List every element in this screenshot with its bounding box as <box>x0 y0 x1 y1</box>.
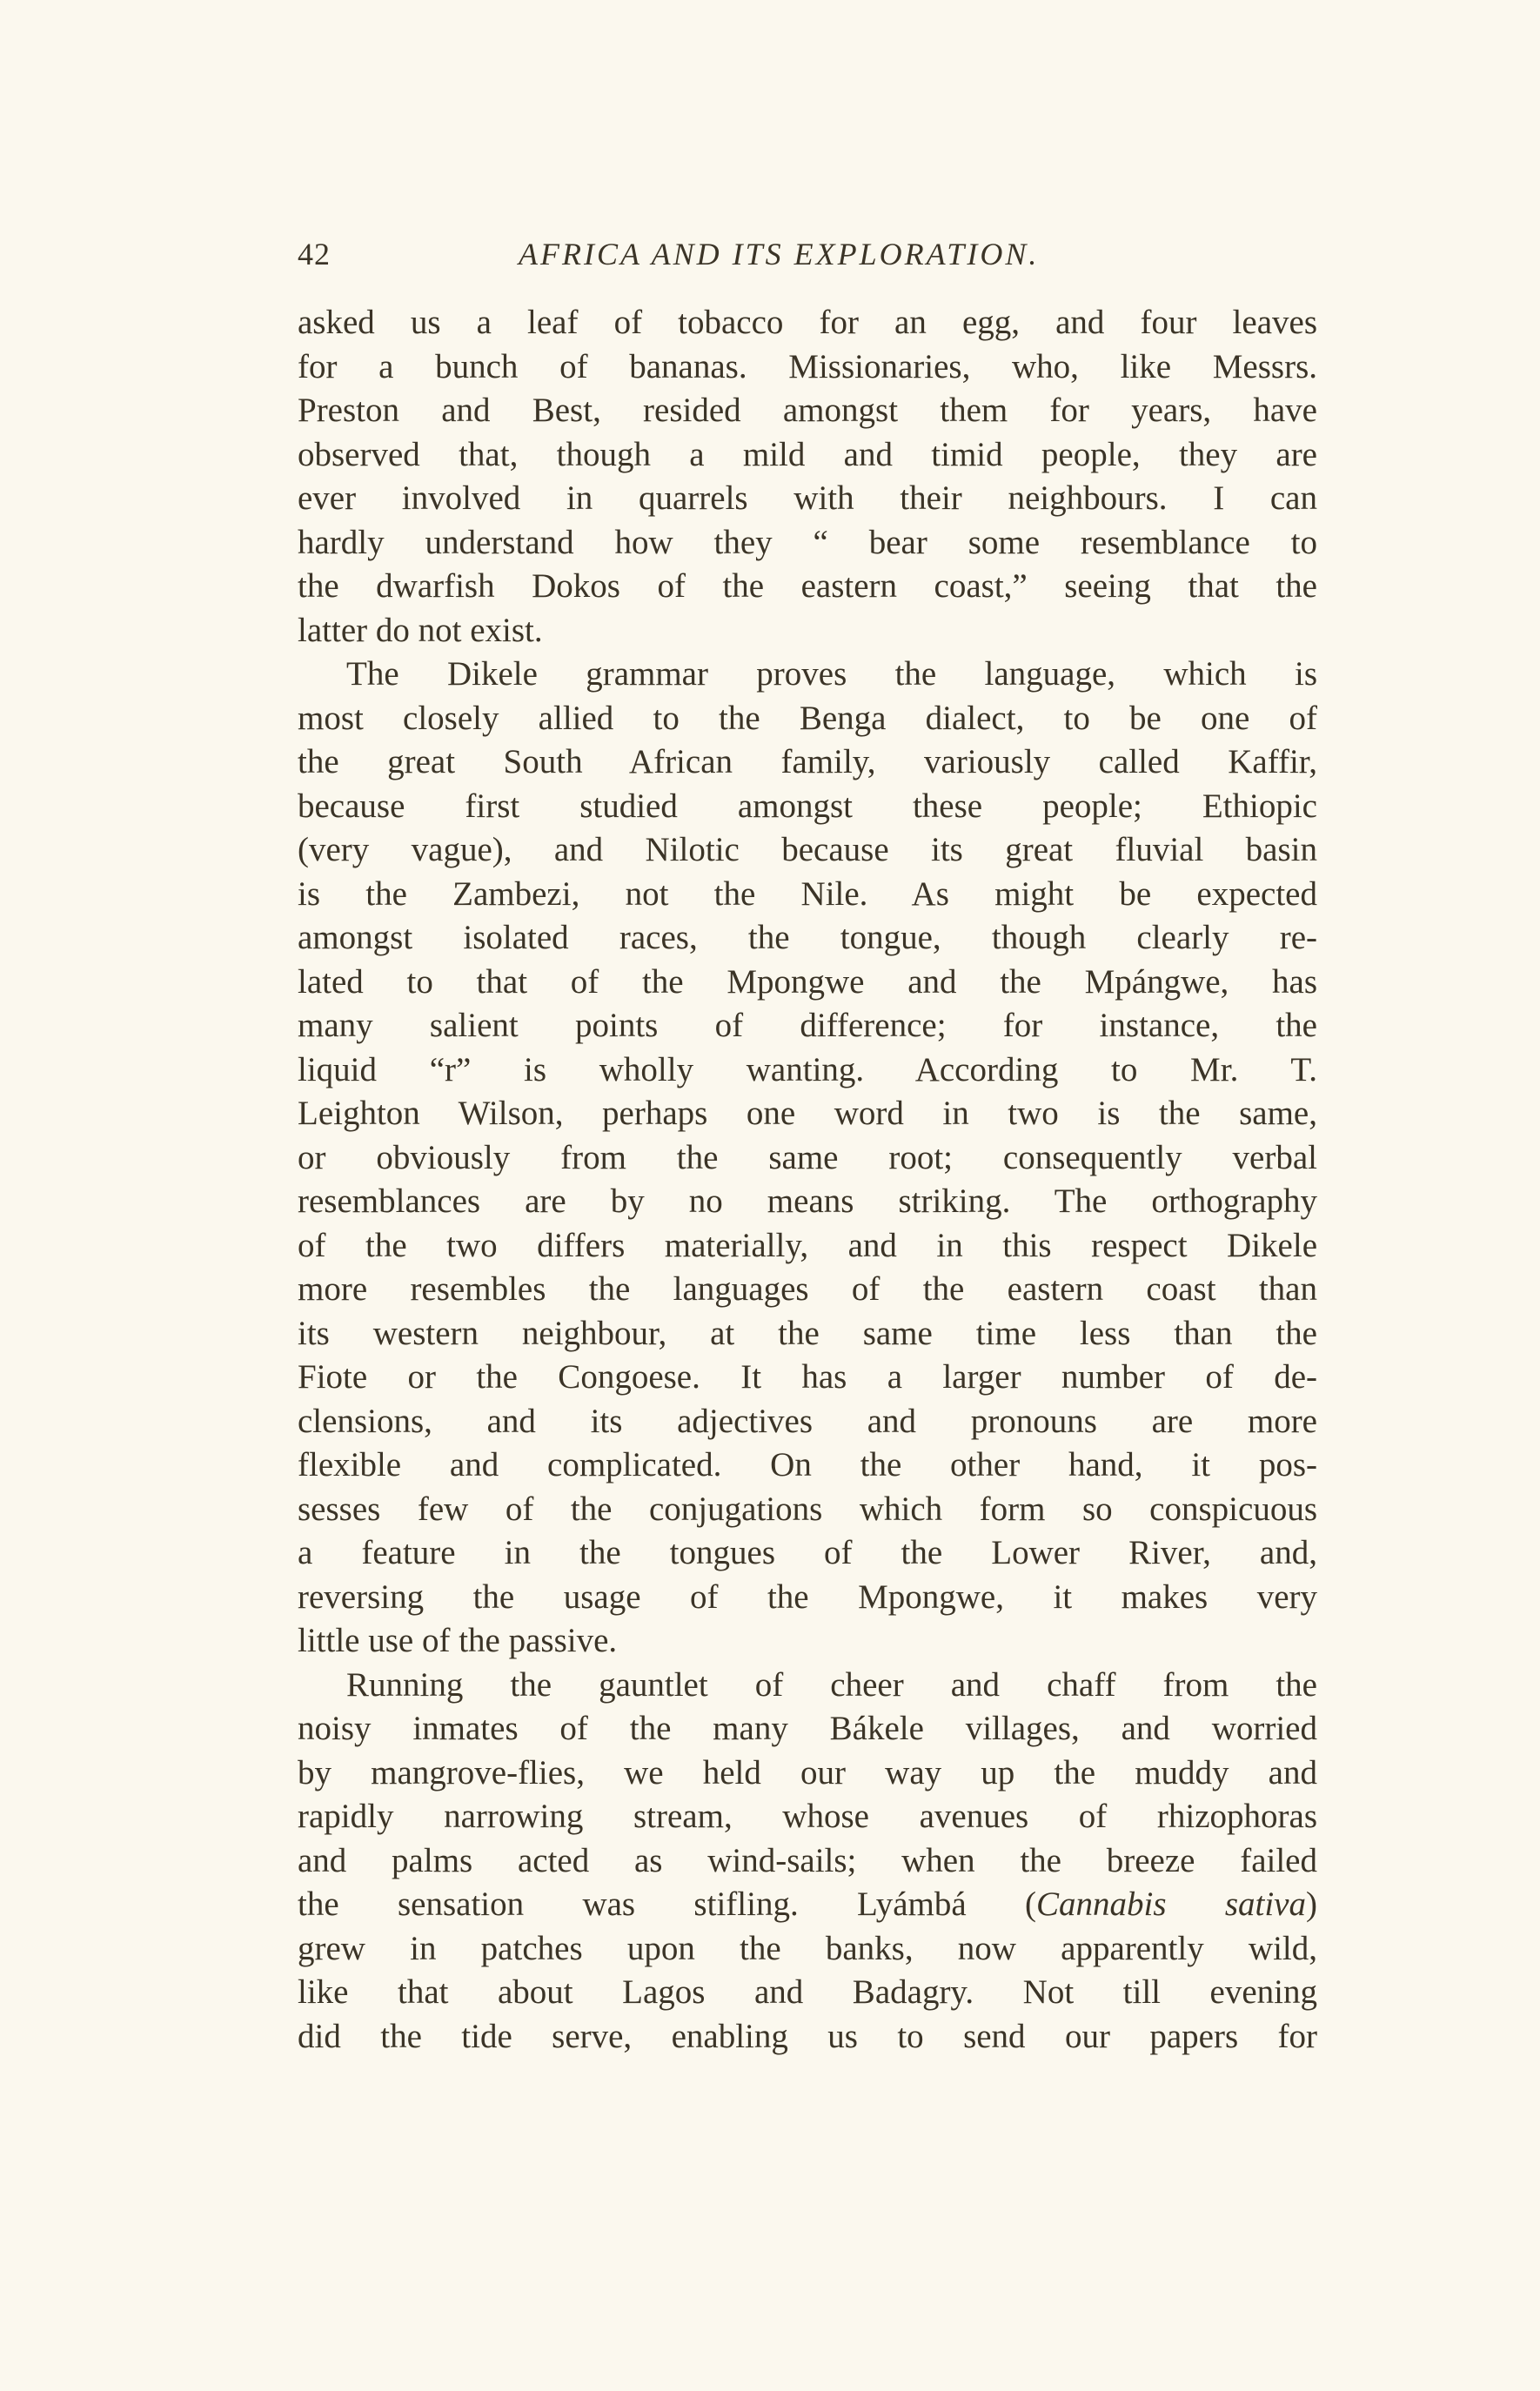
text-line: lated to that of the Mpongwe and the Mpángwe, has <box>298 962 1317 1001</box>
text-segment: ) <box>1305 1885 1317 1923</box>
text-line: resemblances are by no means striking. The orthography <box>298 1182 1317 1220</box>
text-line: its western neighbour, at the same time less than the <box>298 1314 1317 1352</box>
text-line: of the two differs materially, and in this respect Dikele <box>298 1226 1317 1264</box>
text-line: reversing the usage of the Mpongwe, it makes very <box>298 1577 1317 1616</box>
text-line: or obviously from the same root; consequently verbal <box>298 1138 1317 1176</box>
text-line: Fiote or the Congoese. It has a larger number of de- <box>298 1358 1317 1396</box>
text-line: amongst isolated races, the tongue, though clearly re- <box>298 919 1317 956</box>
text-line: is the Zambezi, not the Nile. As might be expected <box>298 874 1317 913</box>
text-line: by mangrove-flies, we held our way up the muddy and <box>298 1753 1317 1792</box>
text-line: a feature in the tongues of the Lower River, and, <box>298 1534 1317 1571</box>
text-line: hardly understand how they “ bear some resemblance to <box>298 523 1317 561</box>
text-line: little use of the passive. <box>298 1622 618 1659</box>
text-segment: the sensation was stifling. Lyámbá ( <box>298 1885 1036 1923</box>
paragraph-start-line: The Dikele grammar proves the language, which is <box>346 655 1317 693</box>
italic-species-name: Cannabis sativa <box>1035 1885 1306 1923</box>
text-line: the dwarfish Dokos of the eastern coast,” seeing that the <box>298 567 1317 605</box>
text-line: noisy inmates of the many Bákele villages, and worried <box>298 1710 1317 1747</box>
text-line: (very vague), and Nilotic because its great fluvial basin <box>298 831 1317 868</box>
text-line: sesses few of the conjugations which form so conspicuous <box>298 1490 1317 1528</box>
running-head <box>298 228 1316 280</box>
text-line-with-italic <box>298 1883 1317 1927</box>
text-line: flexible and complicated. On the other hand, it pos- <box>298 1446 1317 1483</box>
text-line: ever involved in quarrels with their neighbours. I can <box>298 479 1317 517</box>
paragraph-start-line: Running the gauntlet of cheer and chaff from the <box>346 1665 1317 1704</box>
text-line: most closely allied to the Benga dialect, to be one of <box>298 699 1317 737</box>
text-line: and palms acted as wind-sails; when the breeze failed <box>298 1841 1317 1879</box>
text-line: Leighton Wilson, perhaps one word in two is the same, <box>298 1095 1317 1132</box>
text-line: did the tide serve, enabling us to send our papers for <box>298 2017 1317 2055</box>
text-line: clensions, and its adjectives and pronouns are more <box>298 1402 1317 1440</box>
text-line: Preston and Best, resided amongst them for years, have <box>298 392 1317 429</box>
text-line: many salient points of difference; for instance, the <box>298 1007 1317 1044</box>
text-line: for a bunch of bananas. Missionaries, who, like Messrs. <box>298 347 1317 385</box>
text-line: grew in patches upon the banks, now apparently wild, <box>298 1929 1317 1967</box>
running-title: AFRICA AND ITS EXPLORATION. <box>519 237 1040 271</box>
page-number: 42 <box>298 237 331 271</box>
text-line: the great South African family, variously called Kaffir, <box>298 743 1317 780</box>
text-line: latter do not exist. <box>298 611 543 649</box>
text-line: asked us a leaf of tobacco for an egg, and four leaves <box>298 304 1317 341</box>
text-line: more resembles the languages of the eastern coast than <box>298 1270 1317 1308</box>
text-line: like that about Lagos and Badagry. Not till evening <box>298 1973 1317 2011</box>
text-line: rapidly narrowing stream, whose avenues of rhizophoras <box>298 1798 1317 1835</box>
text-line: liquid “r” is wholly wanting. According to Mr. T. <box>298 1050 1317 1088</box>
body-text <box>298 301 1317 2059</box>
text-line: because first studied amongst these people; Ethiopic <box>298 787 1317 825</box>
text-line: observed that, though a mild and timid people, they are <box>298 435 1317 473</box>
